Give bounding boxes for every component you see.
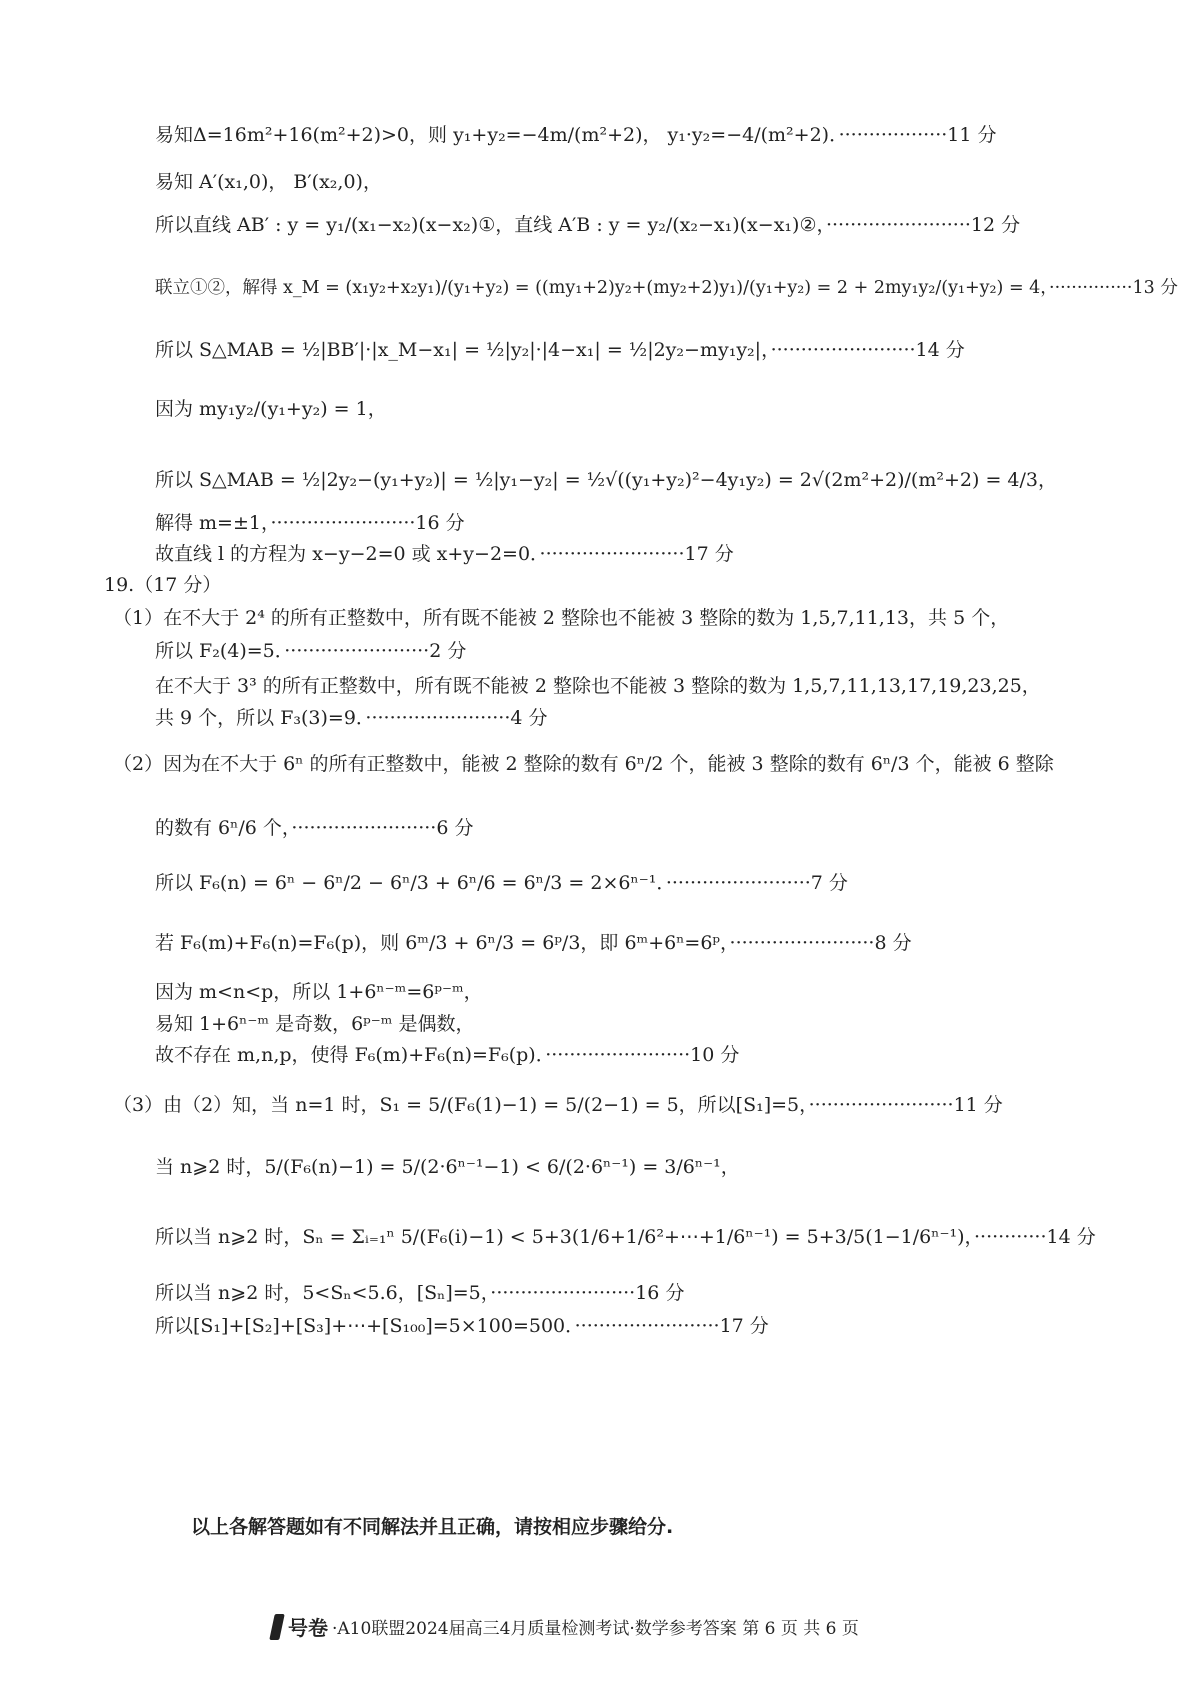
line-19-2d: 若 F₆(m)+F₆(n)=F₆(p)，则 6ᵐ/3 + 6ⁿ/3 = 6ᵖ/3，即 6ᵐ+6ⁿ=6ᵖ，························8 分 [155,932,912,954]
line-delta: 易知Δ=16m²+16(m²+2)>0，则 y₁+y₂=−4m/(m²+2)， y₁·y₂=−4/(m²+2)．··················11 分 [155,124,997,146]
brand-logo-mark [269,1614,285,1640]
line-19-3c: 所以当 n⩾2 时，Sₙ = Σᵢ₌₁ⁿ 5/(F₆(i)−1) < 5+3(1/6+1/6²+⋯+1/6ⁿ⁻¹) = 5+3/5(1−1/6ⁿ⁻¹)，············14 分 [155,1226,1096,1248]
line-area-2: 所以 S△MAB = ½|2y₂−(y₁+y₂)| = ½|y₁−y₂| = ½√((y₁+y₂)²−4y₁y₂) = 2√(2m²+2)/(m²+2) = 4/3， [155,469,1057,491]
line-19-3a: （3）由（2）知，当 n=1 时，S₁ = 5/(F₆(1)−1) = 5/(2−1) = 5，所以[S₁]=5，························11 分 [113,1094,1003,1116]
line-19-1b: 所以 F₂(4)=5．························2 分 [155,640,467,662]
line-19-3b: 当 n⩾2 时，5/(F₆(n)−1) = 5/(2·6ⁿ⁻¹−1) < 6/(2·6ⁿ⁻¹) = 3/6ⁿ⁻¹， [155,1156,740,1178]
line-projection-points: 易知 A′(x₁,0)， B′(x₂,0)， [155,171,382,193]
line-19-1c: 在不大于 3³ 的所有正整数中，所有既不能被 2 整除也不能被 3 整除的数为 1,5,7,11,13,17,19,23,25， [155,675,1041,697]
brand-logo-text: 号卷 [288,1616,328,1640]
footer-text: ·A10联盟2024届高三4月质量检测考试·数学参考答案 第 6 页 共 6 页 [332,1619,859,1639]
line-because-1: 因为 my₁y₂/(y₁+y₂) = 1， [155,398,387,420]
line-19-2a: （2）因为在不大于 6ⁿ 的所有正整数中，能被 2 整除的数有 6ⁿ/2 个，能被 3 整除的数有 6ⁿ/3 个，能被 6 整除 [113,753,1054,775]
line-19-1d: 共 9 个，所以 F₃(3)=9．························4 分 [155,707,548,729]
line-19-2f: 易知 1+6ⁿ⁻ᵐ 是奇数，6ᵖ⁻ᵐ 是偶数， [155,1013,475,1035]
line-solve-m: 解得 m=±1，························16 分 [155,512,465,534]
page-footer [272,1612,859,1641]
line-solve-xm: 联立①②，解得 x_M = (x₁y₂+x₂y₁)/(y₁+y₂) = ((my₁+2)y₂+(my₂+2)y₁)/(y₁+y₂) = 2 + 2my₁y₂/(y₁+y₂) = 4，···············13 分 [155,278,1178,298]
line-lines-equations: 所以直线 AB′ : y = y₁/(x₁−x₂)(x−x₂)①，直线 A′B : y = y₂/(x₂−x₁)(x−x₁)②，························12 分 [155,214,1021,236]
line-19-2b: 的数有 6ⁿ/6 个，························6 分 [155,817,474,839]
line-19-3d: 所以当 n⩾2 时，5<Sₙ<5.6，[Sₙ]=5，························16 分 [155,1282,685,1304]
grading-note: 以上各解答题如有不同解法并且正确，请按相应步骤给分. [191,1516,674,1538]
line-19-1a: （1）在不大于 2⁴ 的所有正整数中，所有既不能被 2 整除也不能被 3 整除的数为 1,5,7,11,13，共 5 个， [113,607,1010,629]
line-19-3e: 所以[S₁]+[S₂]+[S₃]+⋯+[S₁₀₀]=5×100=500．························17 分 [155,1315,769,1337]
line-19-2c: 所以 F₆(n) = 6ⁿ − 6ⁿ/2 − 6ⁿ/3 + 6ⁿ/6 = 6ⁿ/3 = 2×6ⁿ⁻¹．························7 分 [155,872,848,894]
line-19-2g: 故不存在 m,n,p，使得 F₆(m)+F₆(n)=F₆(p)．························10 分 [155,1044,740,1066]
problem-19-heading: 19.（17 分） [104,574,222,596]
line-area-1: 所以 S△MAB = ½|BB′|·|x_M−x₁| = ½|y₂|·|4−x₁| = ½|2y₂−my₁y₂|，························14 分 [155,339,965,361]
line-19-2e: 因为 m<n<p，所以 1+6ⁿ⁻ᵐ=6ᵖ⁻ᵐ， [155,981,483,1003]
line-conclusion-18: 故直线 l 的方程为 x−y−2=0 或 x+y−2=0．························17 分 [155,543,734,565]
